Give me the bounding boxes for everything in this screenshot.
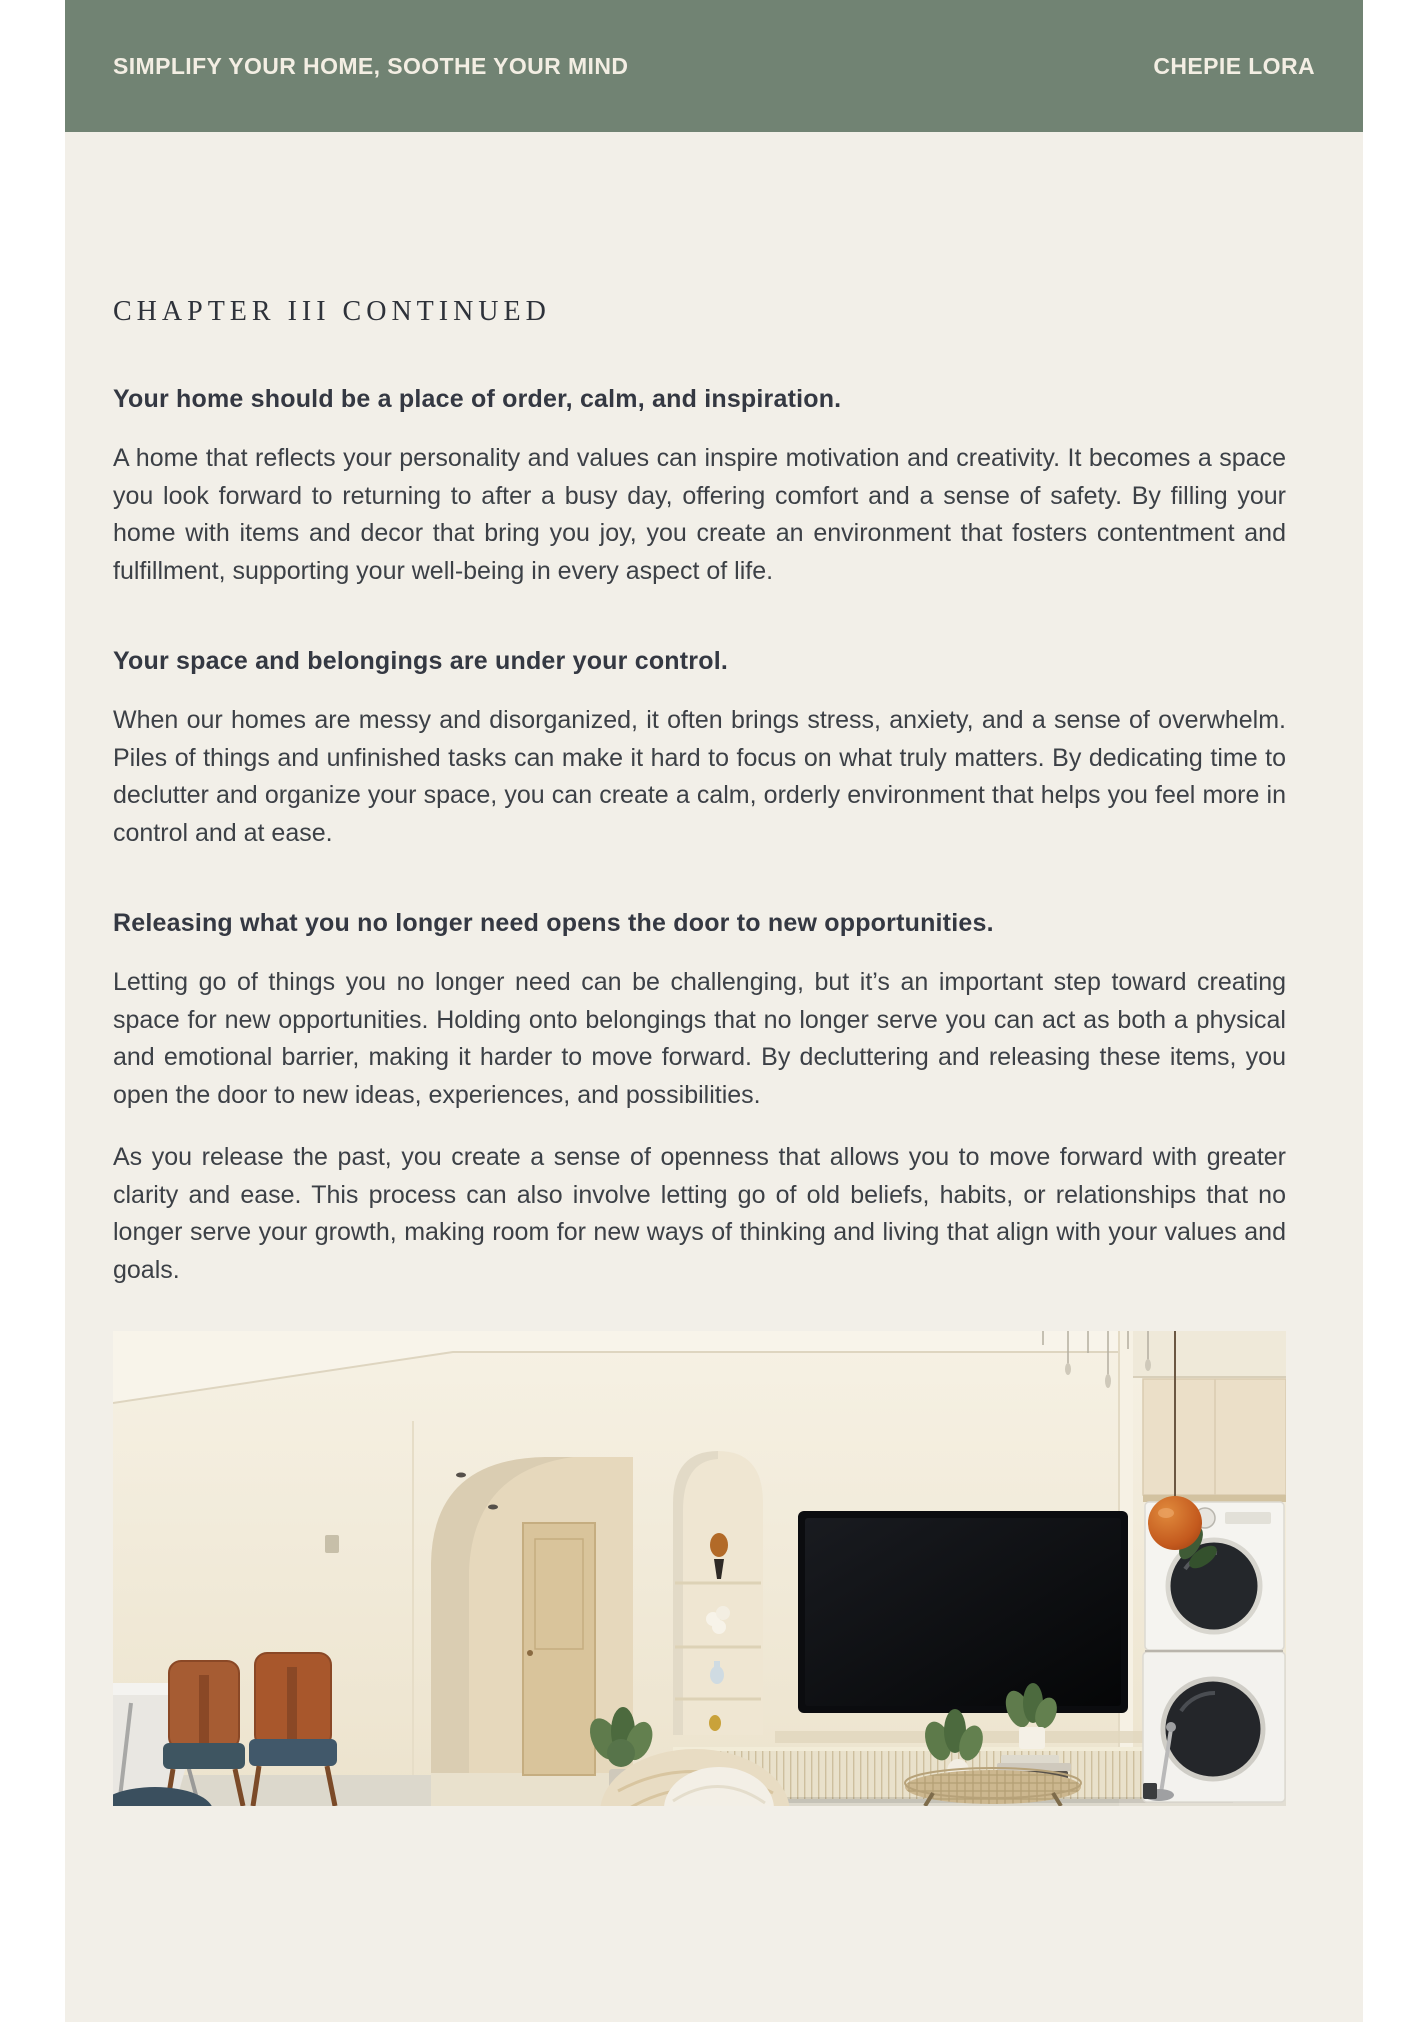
section-paragraph: As you release the past, you create a sense of openness that allows you to move forward with greater clarity and ease. This process can also involve letting go of old beliefs, habits, or relationships that no longer serve your growth, making room for new ways of thinking and living that align with your values and goals. [113, 1143, 1286, 1284]
chapter-label: CHAPTER III CONTINUED [113, 296, 551, 327]
photo-niche-shelf [673, 1451, 763, 1735]
section-releasing [113, 909, 1286, 1289]
section-paragraph: When our homes are messy and disorganized, it often brings stress, anxiety, and a sense of overwhelm. Piles of things and unfinished tasks can make it hard to focus on what truly matters. By dedicating time to declutter and organize your space, you can create a calm, orderly environment that helps you feel more in control and at ease. [113, 706, 1286, 847]
section-order-calm [113, 385, 1286, 590]
section-heading: Releasing what you no longer need opens the door to new opportunities. [113, 909, 994, 937]
section-under-control [113, 647, 1286, 852]
section-paragraph: A home that reflects your personality and values can inspire motivation and creativity. It becomes a space you look forward to returning to after a busy day, offering comfort and a sense of safety. By filling your home with items and decor that bring you joy, you create an environment that fosters contentment and fulfillment, supporting your well-being in every aspect of life. [113, 444, 1286, 585]
page-content [65, 296, 1363, 1806]
header-author: CHEPIE LORA [1153, 52, 1315, 79]
document-page [65, 0, 1363, 2022]
section-heading: Your space and belongings are under your control. [113, 647, 728, 675]
header-tagline: SIMPLIFY YOUR HOME, SOOTHE YOUR MIND [113, 52, 629, 79]
photo-cabinets [1143, 1379, 1286, 1502]
page-header [65, 0, 1363, 132]
section-heading: Your home should be a place of order, calm, and inspiration. [113, 385, 842, 413]
section-paragraph: Letting go of things you no longer need can be challenging, but it’s an important step toward creating space for new opportunities. Holding onto belongings that no longer serve you can act as both a physical and emotional barrier, making it harder to move forward. By decluttering and releasing these items, you open the door to new ideas, experiences, and possibilities. [113, 968, 1286, 1109]
interior-photo [113, 1331, 1286, 1806]
